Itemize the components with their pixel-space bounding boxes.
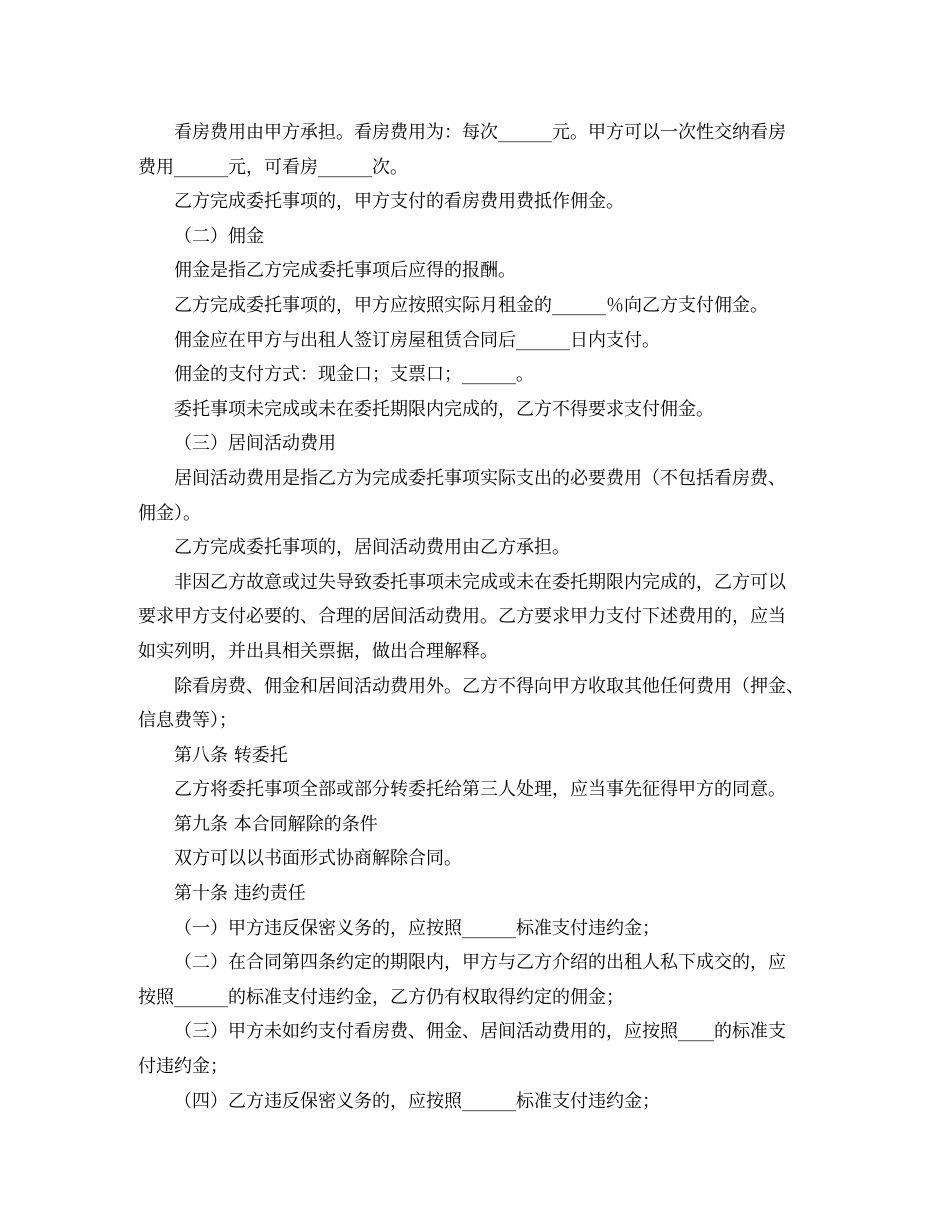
text-line: 如实列明，并出具相关票据，做出合理解释。 bbox=[138, 640, 498, 662]
text-line: 佣金应在甲方与出租人签订房屋租赁合同后______日内支付。 bbox=[174, 329, 660, 351]
text-line: 信息费等）； bbox=[138, 710, 237, 732]
text-line: （二）佣金 bbox=[174, 225, 264, 247]
text-line: 乙方完成委托事项的，居间活动费用由乙方承担。 bbox=[174, 537, 570, 559]
text-line: （一）甲方违反保密义务的，应按照______标准支付违约金； bbox=[174, 917, 660, 939]
text-line: 乙方完成委托事项的，甲方支付的看房费用费抵作佣金。 bbox=[174, 191, 624, 213]
text-line: （二）在合同第四条约定的期限内，甲方与乙方介绍的出租人私下成交的，应 bbox=[174, 952, 786, 974]
text-line: 第十条 违约责任 bbox=[174, 883, 306, 905]
text-line: 第九条 本合同解除的条件 bbox=[174, 813, 378, 835]
text-line: 费用______元，可看房______次。 bbox=[138, 156, 408, 178]
text-line: 双方可以以书面形式协商解除合同。 bbox=[174, 848, 462, 870]
text-line: 看房费用由甲方承担。看房费用为：每次______元。甲方可以一次性交纳看房 bbox=[174, 122, 786, 143]
text-line: 佣金是指乙方完成委托事项后应得的报酬。 bbox=[174, 260, 516, 282]
text-line: （三）甲方未如约支付看房费、佣金、居间活动费用的，应按照____的标准支 bbox=[174, 1021, 786, 1043]
text-line: 要求甲方支付必要的、合理的居间活动费用。乙方要求甲力支付下述费用的，应当 bbox=[138, 606, 786, 628]
text-line: 第八条 转委托 bbox=[174, 744, 288, 766]
contract-body bbox=[138, 116, 830, 1119]
text-line: 付违约金； bbox=[138, 1056, 228, 1078]
text-line: 佣金的支付方式：现金口；支票口；______。 bbox=[174, 364, 534, 386]
text-line: 佣金）。 bbox=[138, 502, 201, 524]
text-line: 按照______的标准支付违约金，乙方仍有权取得约定的佣金； bbox=[138, 986, 624, 1008]
text-line: 委托事项未完成或未在委托期限内完成的，乙方不得要求支付佣金。 bbox=[174, 398, 714, 420]
text-line: 非因乙方故意或过失导致委托事项未完成或未在委托期限内完成的，乙方可以 bbox=[174, 571, 786, 593]
text-line: 乙方完成委托事项的，甲方应按照实际月租金的______％向乙方支付佣金。 bbox=[174, 294, 768, 316]
text-line: 居间活动费用是指乙方为完成委托事项实际支出的必要费用（不包括看房费、 bbox=[174, 467, 786, 489]
text-line: 乙方将委托事项全部或部分转委托给第三人处理，应当事先征得甲方的同意。 bbox=[174, 779, 786, 801]
text-line: （四）乙方违反保密义务的，应按照______标准支付违约金； bbox=[174, 1090, 660, 1112]
text-line: （三）居间活动费用 bbox=[174, 433, 336, 455]
text-line: 除看房费、佣金和居间活动费用外。乙方不得向甲方收取其他任何费用（押金、 bbox=[174, 675, 804, 697]
